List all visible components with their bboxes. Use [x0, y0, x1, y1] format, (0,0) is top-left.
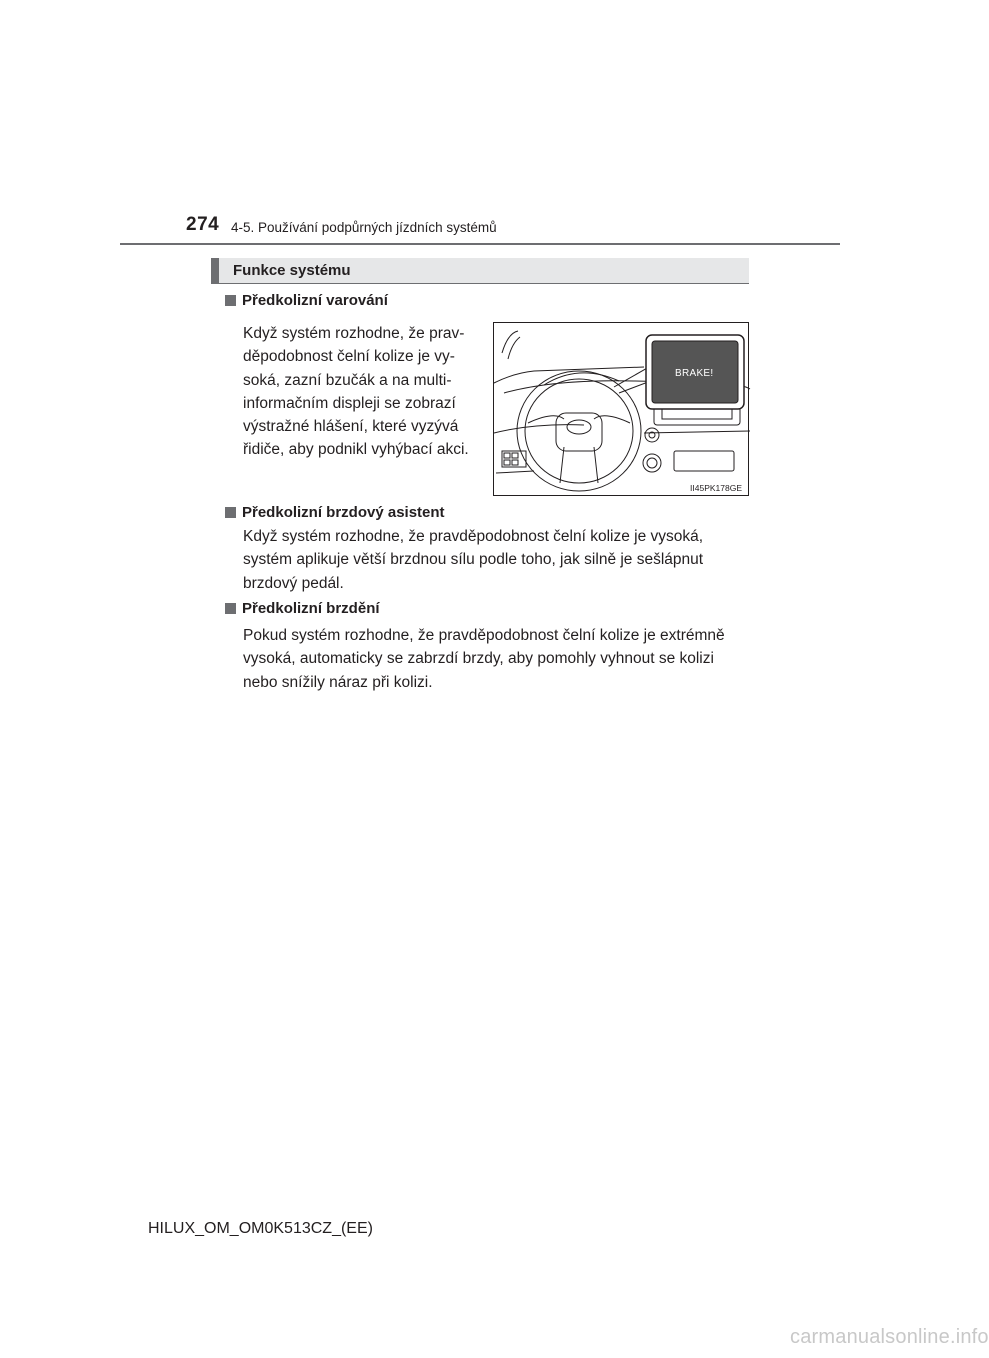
brake-display-text: BRAKE! [675, 368, 714, 379]
figure-code: II45PK178GE [690, 483, 742, 493]
text-line: brzdový pedál. [243, 574, 344, 592]
brake-assist-paragraph [243, 525, 755, 595]
subhead-title: Předkolizní brzdění [242, 600, 380, 617]
running-header: 4-5. Používání podpůrných jízdních systémů [231, 220, 497, 235]
bullet-square-icon [225, 507, 236, 518]
section-bar [211, 258, 749, 284]
text-line: Pokud systém rozhodne, že pravděpodobnost čelní kolize je extrémně [243, 627, 725, 644]
text-line: vysoká, automaticky se zabrzdí brzdy, aby pomohly vyhnout se kolizi [243, 650, 714, 668]
subhead-pre-collision-warning [225, 292, 388, 309]
text-line: informačním displeji se zobrazí [243, 394, 456, 412]
text-line: Když systém rozhodne, že prav- [243, 325, 465, 342]
section-title: Funkce systému [233, 262, 351, 279]
warning-paragraph [243, 322, 487, 462]
subhead-pre-collision-brake-assist [225, 504, 445, 521]
bullet-square-icon [225, 603, 236, 614]
page-number: 274 [186, 214, 220, 235]
watermark[interactable]: carmanualsonline.info [790, 1326, 989, 1348]
text-line: nebo snížily náraz při kolizi. [243, 673, 433, 691]
text-line: řidiče, aby podnikl vyhýbací akci. [243, 441, 469, 459]
subhead-pre-collision-braking [225, 600, 380, 617]
text-line: systém aplikuje větší brzdnou sílu podle toho, jak silně je sešlápnut [243, 551, 704, 569]
braking-paragraph [243, 624, 755, 694]
subhead-title: Předkolizní brzdový asistent [242, 504, 445, 521]
dashboard-illustration [493, 322, 749, 496]
footer-code: HILUX_OM_OM0K513CZ_(EE) [148, 1220, 373, 1237]
text-line: Když systém rozhodne, že pravděpodobnost čelní kolize je vysoká, [243, 528, 704, 545]
bullet-square-icon [225, 295, 236, 306]
subhead-title: Předkolizní varování [242, 292, 388, 309]
text-line: výstražné hlášení, které vyzývá [243, 418, 459, 436]
text-line: děpodobnost čelní kolize je vy- [243, 348, 455, 366]
header-rule [120, 243, 840, 245]
dashboard-drawing [494, 323, 750, 497]
text-line: soká, zazní bzučák a na multi- [243, 371, 452, 389]
